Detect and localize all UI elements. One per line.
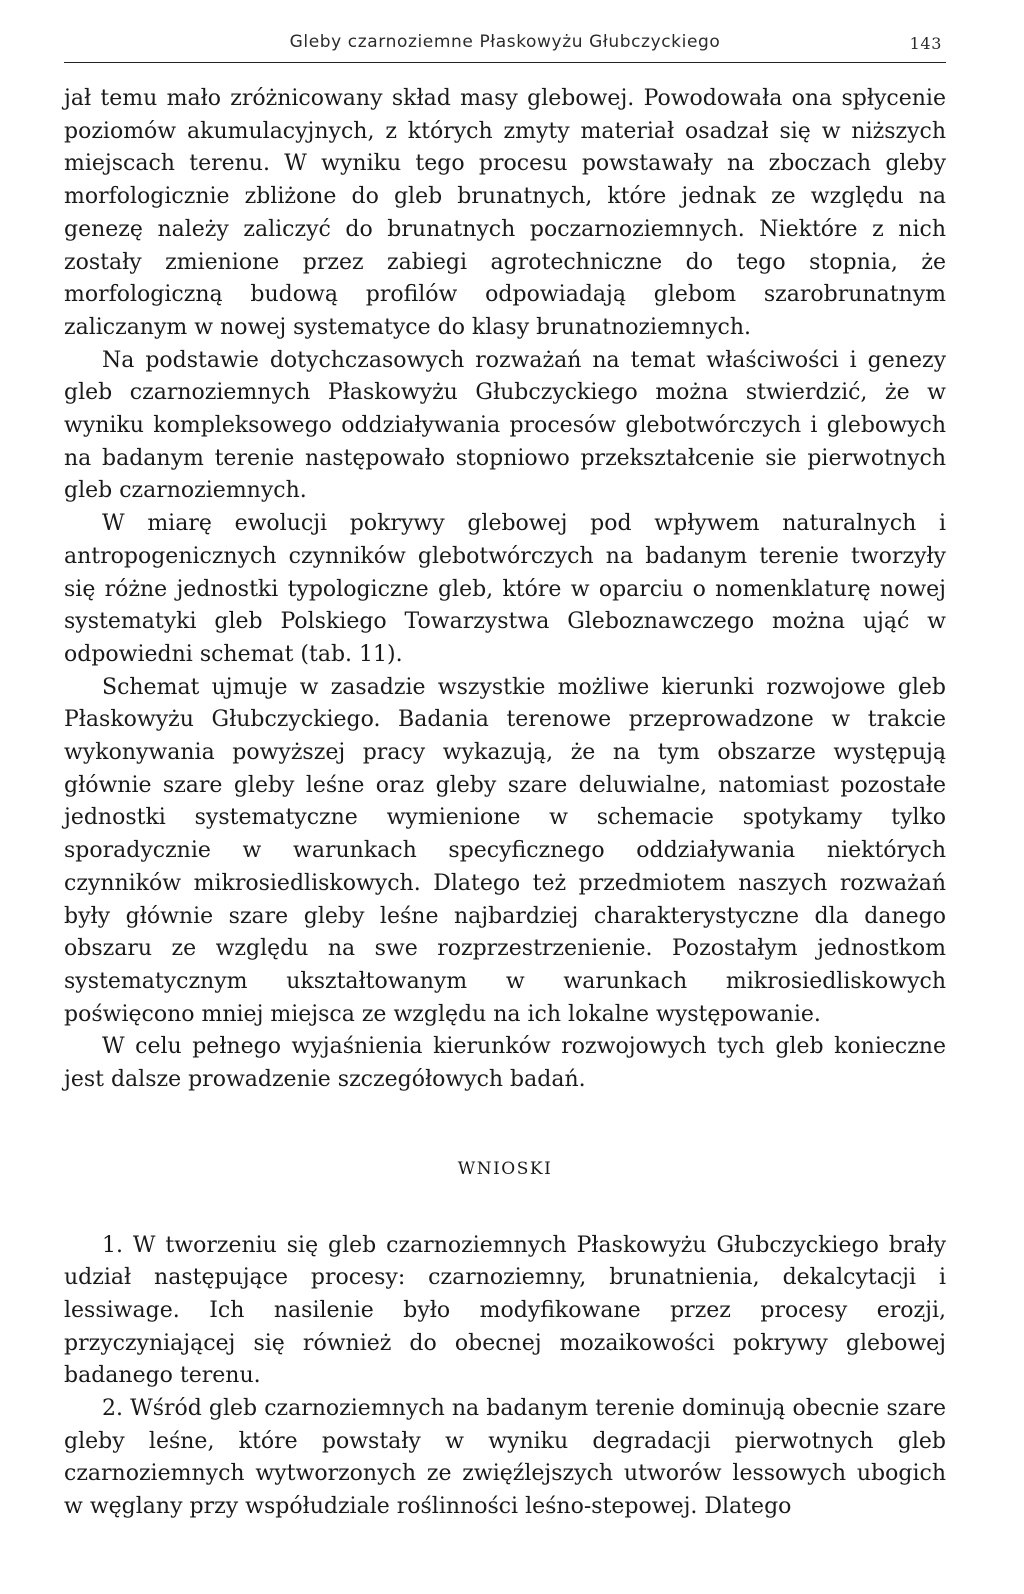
conclusion-item: 1. W tworzeniu się gleb czarnoziemnych Płaskowyżu Głubczyckiego brały udział następujące procesy: czarnoziemny, brunatnienia, dekalcytacji i lessiwage. Ich nasilenie było modyfikowane przez procesy erozji, przyczyniającej się również do obecnej mozaikowości pokrywy glebowej badanego terenu. <box>64 1232 946 1389</box>
body-text <box>64 83 946 1524</box>
paragraph: Na podstawie dotychczasowych rozważań na temat właściwości i genezy gleb czarnoziemnych Płaskowyżu Głubczyckiego można stwierdzić, że w wyniku kompleksowego oddziaływania procesów glebotwórczych i glebowych na badanym terenie następowało stopniowo przekształcenie sie pierwotnych gleb czarnoziemnych. <box>64 347 946 504</box>
paragraph: W miarę ewolucji pokrywy glebowej pod wpływem naturalnych i antropogenicznych czynników glebotwórczych na badanym terenie tworzyły się różne jednostki typologiczne gleb, które w oparciu o nomenklaturę nowej systematyki gleb Polskiego Towarzystwa Gleboznawczego można ująć w odpowiedni schemat (tab. 11). <box>64 511 946 667</box>
page-number: 143 <box>909 34 942 53</box>
running-title: Gleby czarnoziemne Płaskowyżu Głubczyckiego <box>289 32 721 52</box>
paragraph: W celu pełnego wyjaśnienia kierunków rozwojowych tych gleb konieczne jest dalsze prowadzenie szczegółowych badań. <box>64 1034 946 1093</box>
section-heading-conclusions: WNIOSKI <box>457 1158 553 1179</box>
document-page <box>64 22 946 1524</box>
paragraph-continued: jał temu mało zróżnicowany skład masy glebowej. Powodowała ona spłycenie poziomów akumulacyjnych, z których zmyty materiał osadzał się w niższych miejscach terenu. W wyniku tego procesu powstawały na zboczach gleby morfologicznie zbliżone do gleb brunatnych, które jednak ze względu na genezę należy zaliczyć do brunatnych poczarnoziemnych. Niektóre z nich zostały zmienione przez zabiegi agrotechniczne do tego stopnia, że morfologiczną budową profilów odpowiadają glebom szarobrunatnym zaliczanym w nowej systematyce do klasy brunatnoziemnych. <box>64 86 946 340</box>
running-header <box>64 22 946 63</box>
conclusion-item: 2. Wśród gleb czarnoziemnych na badanym terenie dominują obecnie szare gleby leśne, które powstały w wyniku degradacji pierwotnych gleb czarnoziemnych wytworzonych ze zwięźlejszych utworów lessowych ubogich w węglany przy współudziale roślinności leśno-stepowej. Dlatego <box>64 1396 946 1520</box>
paragraph: Schemat ujmuje w zasadzie wszystkie możliwe kierunki rozwojowe gleb Płaskowyżu Głubczyckiego. Badania terenowe przeprowadzone w trakcie wykonywania powyższej pracy wykazują, że na tym obszarze występują głównie szare gleby leśne oraz gleby szare deluwialne, natomiast pozostałe jednostki systematyczne wymienione w schemacie spotykamy tylko sporadycznie w warunkach specyficznego oddziaływania niektórych czynników mikrosiedliskowych. Dlatego też przedmiotem naszych rozważań były głównie szare gleby leśne najbardziej charakterystyczne dla danego obszaru ze względu na swe rozprzestrzenienie. Pozostałym jednostkom systematycznym ukształtowanym w warunkach mikrosiedliskowych poświęcono mniej miejsca ze względu na ich lokalne występowanie. <box>64 674 946 1027</box>
